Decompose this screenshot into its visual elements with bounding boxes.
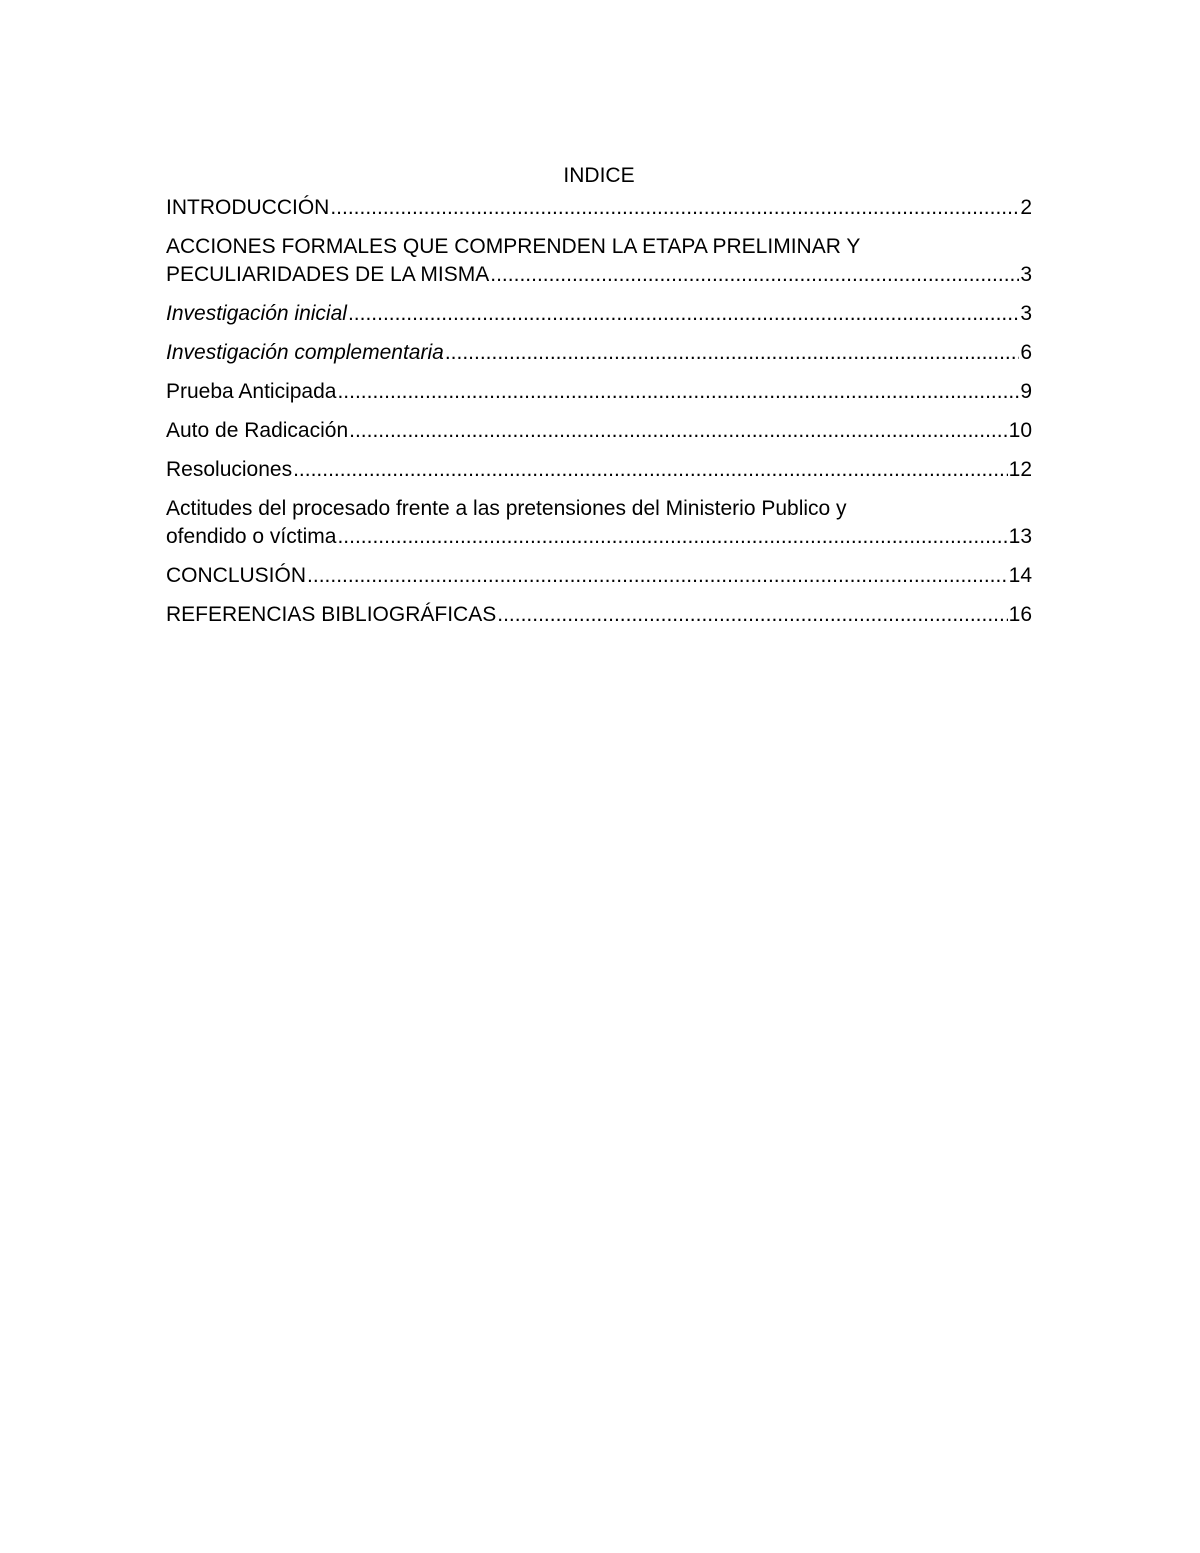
toc-entry-line <box>166 601 1032 629</box>
toc-page-number: 3 <box>1020 302 1032 325</box>
toc-title: INDICE <box>563 164 635 187</box>
dot-leader <box>490 261 1019 289</box>
toc-page-number: 10 <box>1008 419 1032 442</box>
dot-leader <box>337 378 1019 406</box>
toc-entry-title: Prueba Anticipada <box>166 380 337 403</box>
toc-entry-title: REFERENCIAS BIBLIOGRÁFICAS <box>166 603 497 626</box>
toc-entry-line <box>166 261 1032 289</box>
toc-entry-investigacion-inicial[interactable] <box>166 300 1032 328</box>
table-of-contents <box>166 162 1032 640</box>
toc-entry-referencias-bibliograficas[interactable] <box>166 601 1032 629</box>
toc-entry-title: Investigación complementaria <box>166 341 444 364</box>
toc-entry-title: INTRODUCCIÓN <box>166 196 330 219</box>
toc-page-number: 16 <box>1008 603 1032 626</box>
toc-entry-line <box>166 300 1032 328</box>
toc-entry-title: Investigación inicial <box>166 302 347 325</box>
toc-entry-prueba-anticipada[interactable] <box>166 378 1032 406</box>
dot-leader <box>349 417 1008 445</box>
dot-leader <box>307 562 1008 590</box>
toc-entry-actitudes-del-procesado[interactable] <box>166 495 1032 551</box>
toc-entry-line <box>166 378 1032 406</box>
dot-leader <box>293 456 1008 484</box>
dot-leader <box>337 523 1007 551</box>
dot-leader <box>445 339 1020 367</box>
toc-page-number: 3 <box>1020 263 1032 286</box>
toc-page-number: 13 <box>1008 525 1032 548</box>
toc-entry-line <box>166 417 1032 445</box>
toc-entry-resoluciones[interactable] <box>166 456 1032 484</box>
toc-entry-conclusion[interactable] <box>166 562 1032 590</box>
toc-entry-auto-de-radicacion[interactable] <box>166 417 1032 445</box>
toc-entry-line <box>166 523 1032 551</box>
toc-entry-title: Auto de Radicación <box>166 419 349 442</box>
toc-entry-title-line1: ACCIONES FORMALES QUE COMPRENDEN LA ETAPA PRELIMINAR Y <box>166 235 861 258</box>
toc-entry-acciones-formales[interactable] <box>166 233 1032 289</box>
toc-entry-investigacion-complementaria[interactable] <box>166 339 1032 367</box>
toc-entry-title-line1: Actitudes del procesado frente a las pretensiones del Ministerio Publico y <box>166 497 847 520</box>
dot-leader <box>497 601 1007 629</box>
toc-entry-title: CONCLUSIÓN <box>166 564 307 587</box>
toc-list <box>166 194 1032 629</box>
toc-page-number: 9 <box>1020 380 1032 403</box>
toc-page-number: 2 <box>1020 196 1032 219</box>
toc-entry-line <box>166 339 1032 367</box>
toc-entry-introduccion[interactable] <box>166 194 1032 222</box>
toc-entry-title: Resoluciones <box>166 458 293 481</box>
toc-entry-title: PECULIARIDADES DE LA MISMA <box>166 263 490 286</box>
toc-page-number: 6 <box>1020 341 1032 364</box>
toc-entry-line <box>166 194 1032 222</box>
toc-page-number: 12 <box>1008 458 1032 481</box>
toc-entry-line <box>166 562 1032 590</box>
toc-entry-line <box>166 456 1032 484</box>
dot-leader <box>330 194 1019 222</box>
dot-leader <box>348 300 1019 328</box>
toc-page-number: 14 <box>1008 564 1032 587</box>
toc-entry-title: ofendido o víctima <box>166 525 337 548</box>
